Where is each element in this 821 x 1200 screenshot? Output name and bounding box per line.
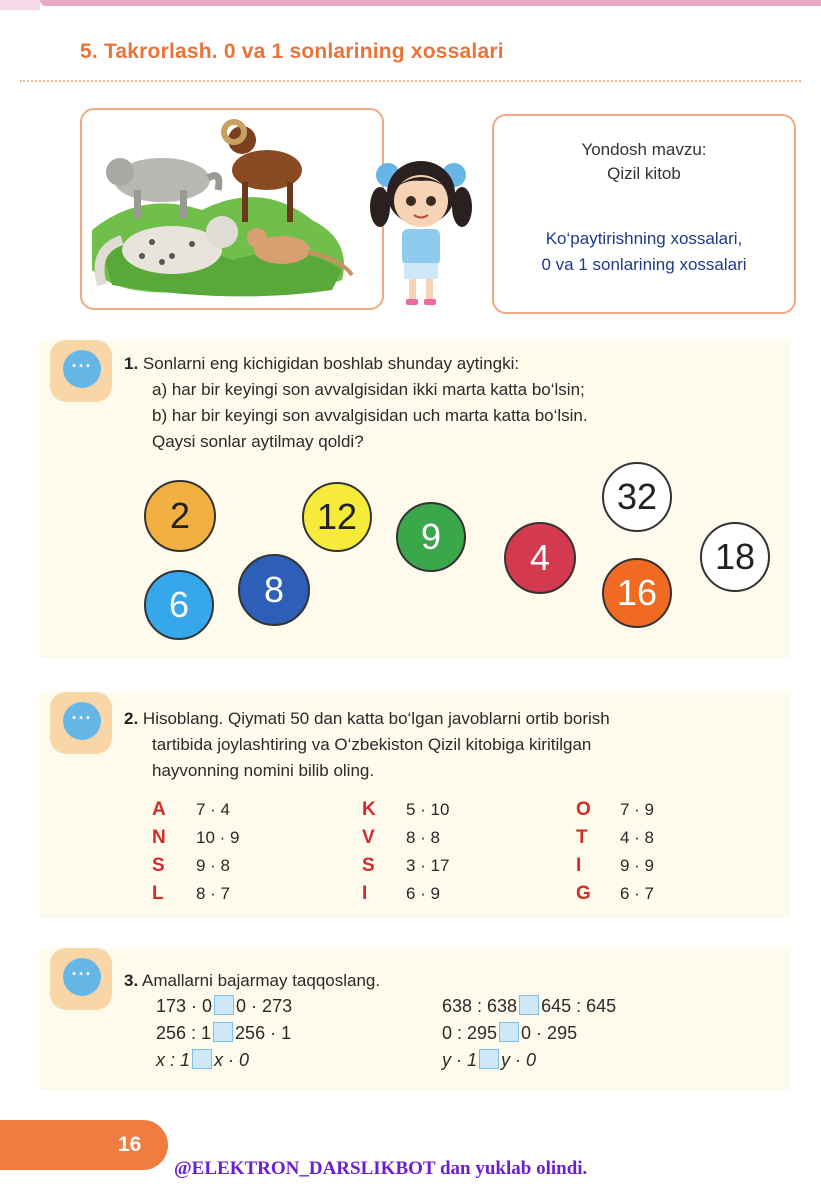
girl-illustration: [366, 145, 476, 310]
comparison-row: 638 : 638 645 : 645: [442, 996, 617, 1016]
footer-credit: @ELEKTRON_DARSLIKBOT dan yuklab olindi.: [174, 1158, 588, 1179]
task2-line1: Hisoblang. Qiymati 50 dan katta bo‘lgan javoblarni ortib borish: [142, 709, 610, 728]
expression-row: A 7 · 4: [152, 799, 231, 820]
expression-row: I 9 · 9: [576, 855, 655, 876]
task3-text: [124, 968, 380, 994]
related-topic: [494, 138, 794, 186]
animals-illustration: [80, 108, 384, 310]
answer-box[interactable]: [519, 995, 539, 1015]
expression-row: L 8 · 7: [152, 883, 231, 904]
task2-line2: tartibida joylashtiring va O‘zbekiston Qizil kitobiga kiritilgan: [152, 735, 592, 754]
answer-box[interactable]: [479, 1049, 499, 1069]
number-ball: 4: [504, 522, 576, 594]
expression-row: N 10 · 9: [152, 827, 240, 848]
expression-row: K 5 · 10: [362, 799, 450, 820]
page-number: 16: [118, 1133, 142, 1156]
expression-row: G 6 · 7: [576, 883, 655, 904]
page-number-tab: [0, 1120, 168, 1170]
task2-column2: [362, 796, 449, 908]
number-ball: 12: [302, 482, 372, 552]
number-ball: 9: [396, 502, 466, 572]
answer-box[interactable]: [213, 1022, 233, 1042]
girl-picture: [366, 145, 476, 310]
task3-number: 3.: [124, 971, 139, 990]
number-ball: 32: [602, 462, 672, 532]
task2-column1: [152, 796, 239, 908]
page-title: 5. Takrorlash. 0 va 1 sonlarining xossalari: [80, 40, 504, 63]
comparison-row: 256 : 1 256 · 1: [156, 1023, 292, 1043]
expression-row: S 3 · 17: [362, 855, 450, 876]
task1-number: 1.: [124, 354, 139, 373]
number-ball: 2: [144, 480, 216, 552]
comparison-row: y · 1 y · 0: [442, 1050, 537, 1070]
expression-row: V 8 · 8: [362, 827, 441, 848]
chat-bubble-icon: ···: [50, 948, 112, 1010]
expression-row: T 4 · 8: [576, 827, 655, 848]
expression-row: O 7 · 9: [576, 799, 655, 820]
task1-line1: Sonlarni eng kichigidan boshlab shunday aytingki:: [142, 354, 520, 373]
task3-line1: Amallarni bajarmay taqqoslang.: [141, 971, 381, 990]
lesson-topic-line1: Ko‘paytirishning xossalari,: [545, 229, 743, 248]
task2-line3: hayvonning nomini bilib oling.: [152, 761, 375, 780]
topic-box: [492, 114, 796, 314]
answer-box[interactable]: [499, 1022, 519, 1042]
chat-bubble-icon: ···: [50, 340, 112, 402]
comparison-row: x : 1 x · 0: [156, 1050, 250, 1070]
answer-box[interactable]: [192, 1049, 212, 1069]
top-bar: [40, 0, 821, 6]
number-ball: 16: [602, 558, 672, 628]
lesson-topic: [494, 226, 794, 278]
dotted-divider: [20, 80, 801, 82]
topic-name: Qizil kitob: [607, 164, 681, 183]
task1-line2: a) har bir keyingi son avvalgisidan ikki marta katta bo‘lsin;: [152, 380, 585, 399]
top-left-tab: [0, 0, 40, 10]
task2-text: [124, 706, 610, 784]
task2-number: 2.: [124, 709, 139, 728]
number-ball: 18: [700, 522, 770, 592]
expression-row: S 9 · 8: [152, 855, 231, 876]
task3-left-column: [156, 993, 292, 1074]
answer-box[interactable]: [214, 995, 234, 1015]
task2-column3: [576, 796, 654, 908]
chat-bubble-icon: ···: [50, 692, 112, 754]
task3-right-column: [442, 993, 616, 1074]
task1-text: [124, 351, 588, 455]
number-ball: 6: [144, 570, 214, 640]
task1-line4: Qaysi sonlar aytilmay qoldi?: [152, 432, 364, 451]
lesson-topic-line2: 0 va 1 sonlarining xossalari: [541, 255, 747, 274]
expression-row: I 6 · 9: [362, 883, 441, 904]
number-ball: 8: [238, 554, 310, 626]
task1-line3: b) har bir keyingi son avvalgisidan uch marta katta bo‘lsin.: [152, 406, 588, 425]
topic-label: Yondosh mavzu:: [581, 140, 707, 159]
comparison-row: 173 · 0 0 · 273: [156, 996, 293, 1016]
animals-picture: [82, 110, 382, 308]
comparison-row: 0 : 295 0 · 295: [442, 1023, 578, 1043]
